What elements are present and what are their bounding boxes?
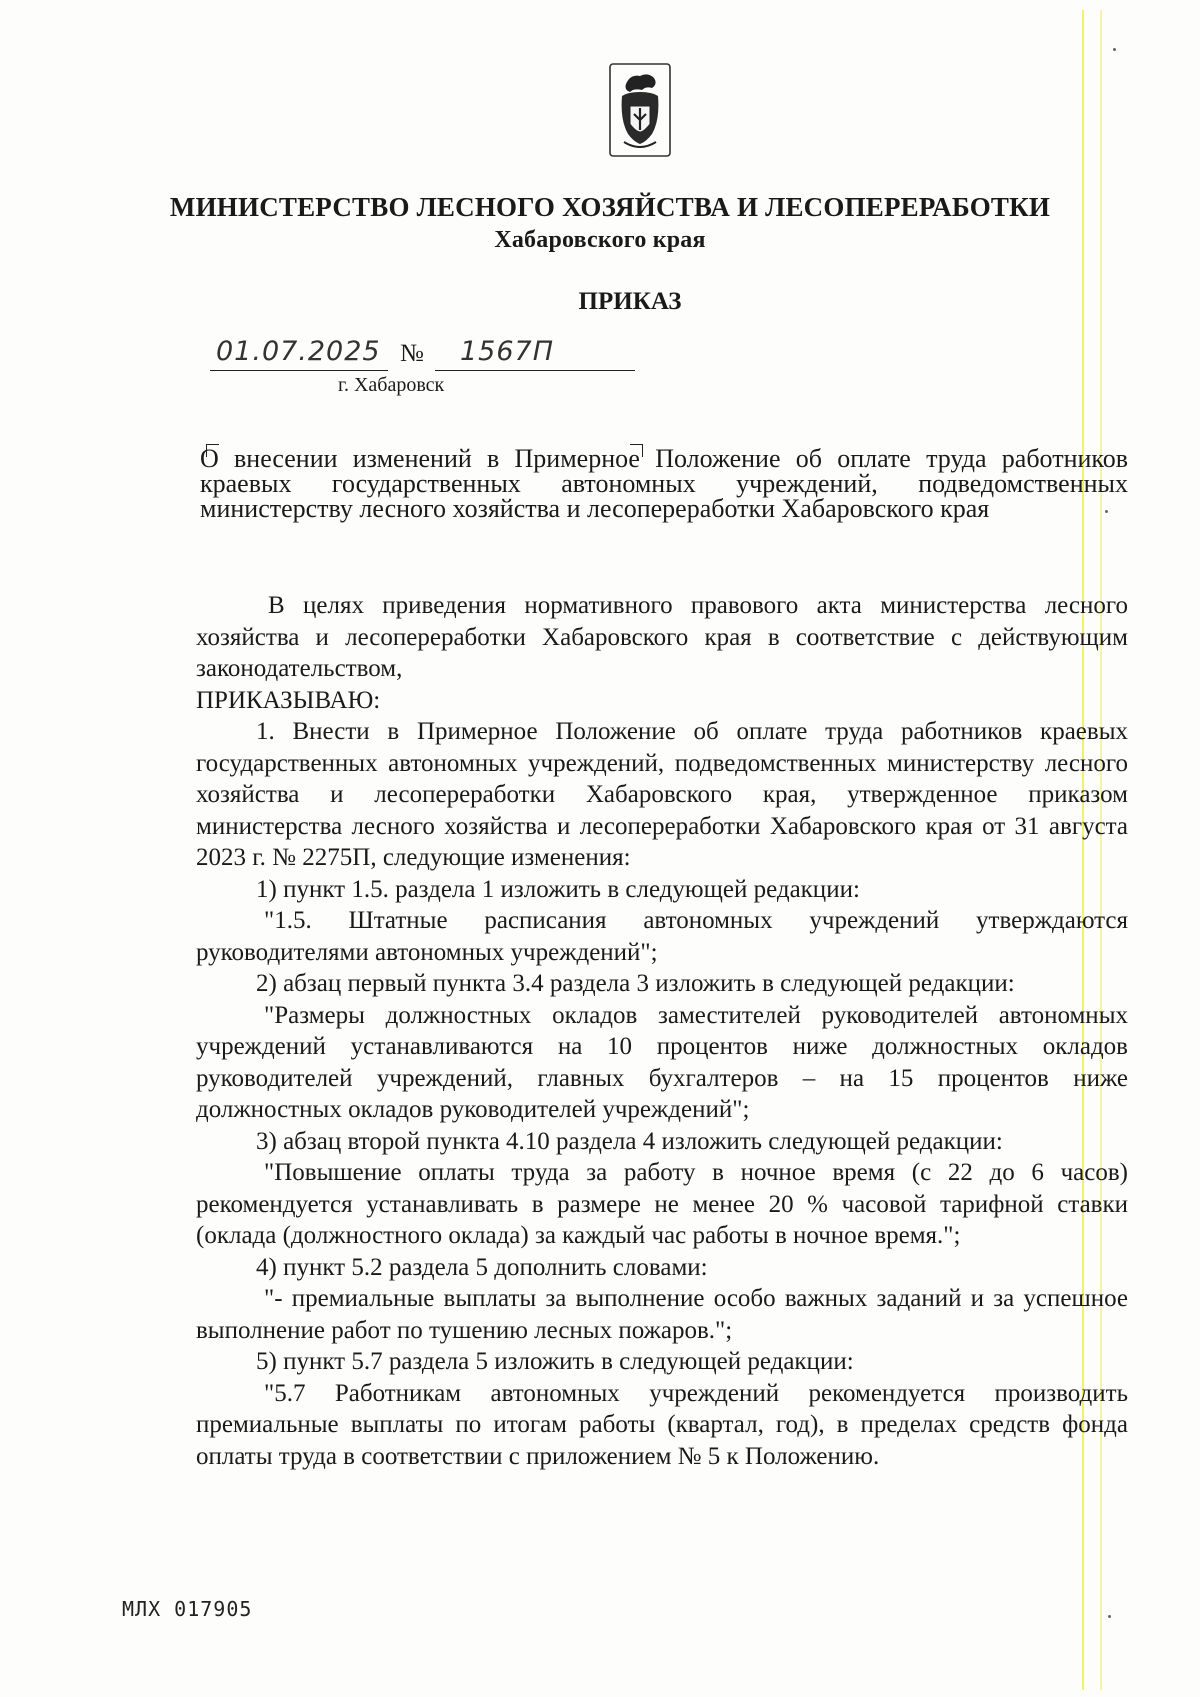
sub-item-4-quote: "- премиальные выплаты за выполнение особо важных заданий и за успешное выполнение работ по тушению лесных пожаров."; (196, 1285, 1128, 1344)
ministry-title: МИНИСТЕРСТВО ЛЕСНОГО ХОЗЯЙСТВА И ЛЕСОПЕРЕРАБОТКИ (169, 192, 1051, 222)
document-subject: О внесении изменений в Примерное Положение об оплате труда работников краевых государственных автономных учреждений, подведомственных министерству лесного хозяйства и лесопереработки Хабаровского края (200, 444, 1128, 523)
document-body (196, 590, 1128, 1472)
region-title: Хабаровского края (494, 227, 706, 253)
registration-line (210, 336, 640, 374)
document-type-title: ПРИКАЗ (578, 288, 682, 315)
sub-item-3-quote: "Повышение оплаты труда за работу в ночное время (с 22 до 6 часов) рекомендуется устанавливать в размере не менее 20 % часовой тарифной ставки (оклада (должностного оклада) за каждый час работы в ночное время."; (196, 1159, 1128, 1249)
sub-item-4: 4) пункт 5.2 раздела 5 дополнить словами: (256, 1253, 708, 1281)
sub-item-5: 5) пункт 5.7 раздела 5 изложить в следующей редакции: (256, 1348, 854, 1375)
form-serial-number: МЛХ 017905 (122, 1597, 253, 1621)
scan-speck (1108, 1615, 1111, 1618)
sub-item-1: 1) пункт 1.5. раздела 1 изложить в следующей редакции: (256, 875, 860, 903)
sub-item-2-quote: "Размеры должностных окладов заместителей руководителей автономных учреждений устанавливаются на 10 процентов ниже должностных окладов руководителей учреждений, главных бухгалтеров – на 15 процентов ниже должностных окладов руководителей учреждений"; (196, 1001, 1128, 1123)
city-label: г. Хабаровск (338, 374, 445, 396)
handwritten-number: 1567П (460, 336, 555, 367)
date-underline (210, 370, 388, 371)
khabarovsk-krai-coat-of-arms-icon (608, 62, 672, 162)
number-sign: № (400, 340, 424, 367)
sub-item-2: 2) абзац первый пункта 3.4 раздела 3 изложить в следующей редакции: (256, 970, 1015, 997)
sub-item-1-quote: "1.5. Штатные расписания автономных учреждений утверждаются руководителями автономных учреждений"; (196, 907, 1128, 966)
preamble-paragraph: В целях приведения нормативного правового акта министерства лесного хозяйства и лесопереработки Хабаровского края в соответствие с действующим законодательством, (196, 592, 1128, 682)
sub-item-5-quote: "5.7 Работникам автономных учреждений рекомендуется производить премиальные выплаты по итогам работы (квартал, год), в пределах средств фонда оплаты труда в соответствии с приложением № 5 к Положению. (196, 1379, 1128, 1470)
number-underline (435, 370, 635, 371)
item-1: 1. Внести в Примерное Положение об оплате труда работников краевых государственных автономных учреждений, подведомственных министерству лесного хозяйства и лесопереработки Хабаровского края, утвержденное приказом министерства лесного хозяйства и лесопереработки Хабаровского края от 31 августа 2023 г. № 2275П, следующие изменения: (196, 718, 1128, 871)
scan-speck (1113, 48, 1116, 51)
order-word: ПРИКАЗЫВАЮ: (196, 686, 381, 714)
handwritten-date: 01.07.2025 (216, 336, 381, 367)
sub-item-3: 3) абзац второй пункта 4.10 раздела 4 изложить следующей редакции: (256, 1127, 1003, 1155)
